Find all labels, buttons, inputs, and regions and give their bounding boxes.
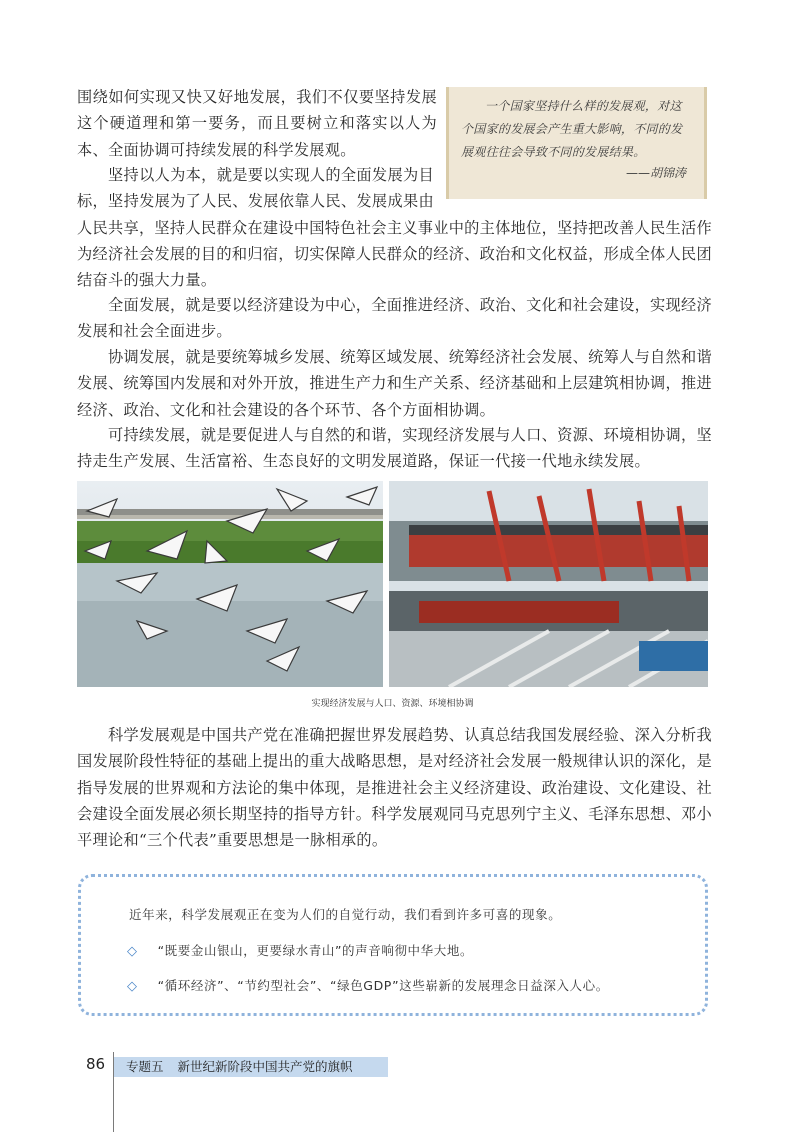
footer-title: 新世纪新阶段中国共产党的旗帜: [177, 1059, 353, 1074]
info-box: [78, 874, 708, 1016]
quote-box-clearance: [437, 160, 717, 214]
paragraph-4: 协调发展，就是要统筹城乡发展、统筹区域发展、统筹经济社会发展、统筹人与自然和谐发展、统筹国内发展和对外开放，推进生产力和生产关系、经济基础和上层建筑相协调，推进经济、政治、文化和社会建设的各个环节、各个方面相协调。: [77, 348, 713, 419]
diamond-bullet-icon: ◇: [127, 979, 138, 994]
paragraph-3: 全面发展，就是要以经济建设为中心，全面推进经济、政治、文化和社会建设，实现经济发展和社会全面进步。: [77, 296, 713, 341]
quote-author: ——胡锦涛: [625, 166, 686, 180]
page-number: 86: [86, 1055, 106, 1073]
info-box-item: ◇ “循环经济”、“节约型社会”、“绿色GDP”这些崭新的发展理念日益深入人心。: [127, 978, 609, 994]
footer-section-band: [114, 1057, 388, 1077]
port-photo: [389, 481, 708, 687]
footer-section: 专题五: [126, 1059, 164, 1074]
info-box-item: ◇ “既要金山银山，更要绿水青山”的声音响彻中华大地。: [127, 943, 474, 959]
paragraph-1: 围绕如何实现又快又好地发展，我们不仅要坚持发展这个硬道理和第一要务，而且要树立和落实以人为本、全面协调可持续发展的科学发展观。: [77, 88, 437, 159]
paragraph-5: 可持续发展，就是要促进人与自然的和谐，实现经济发展与人口、资源、环境相协调，坚持走生产发展、生活富裕、生态良好的文明发展道路，保证一代接一代地永续发展。: [77, 426, 713, 471]
info-box-intro: 近年来，科学发展观正在变为人们的自觉行动，我们看到许多可喜的现象。: [129, 907, 562, 922]
quote-text: 一个国家坚持什么样的发展观，对这个国家的发展会产生重大影响，不同的发展观往往会导致不同的发展结果。: [461, 99, 683, 159]
figure-caption: 实现经济发展与人口、资源、环境相协调: [311, 699, 474, 709]
paragraph-2: 坚持以人为本，就是要以实现人的全面发展为目标，坚持发展为了人民、发展依靠人民、发展成果由人民共享，坚持人民群众在建设中国特色社会主义事业中的主体地位，坚持把改善人民生活作为经济社会发展的目的和归宿，切实保障人民群众的经济、政治和文化权益，形成全体人民团结奋斗的强大力量。: [77, 162, 712, 293]
paragraph-6: 科学发展观是中国共产党在准确把握世界发展趋势、认真总结我国发展经验、深入分析我国发展阶段性特征的基础上提出的重大战略思想，是对经济社会发展一般规律认识的深化，是指导发展的世界观和方法论的集中体现，是推进社会主义经济建设、政治建设、文化建设、社会建设全面发展必须长期坚持的指导方针。科学发展观同马克思列宁主义、毛泽东思想、邓小平理论和“三个代表”重要思想是一脉相承的。: [77, 726, 713, 850]
birds-photo: [77, 481, 383, 687]
diamond-bullet-icon: ◇: [127, 944, 138, 959]
